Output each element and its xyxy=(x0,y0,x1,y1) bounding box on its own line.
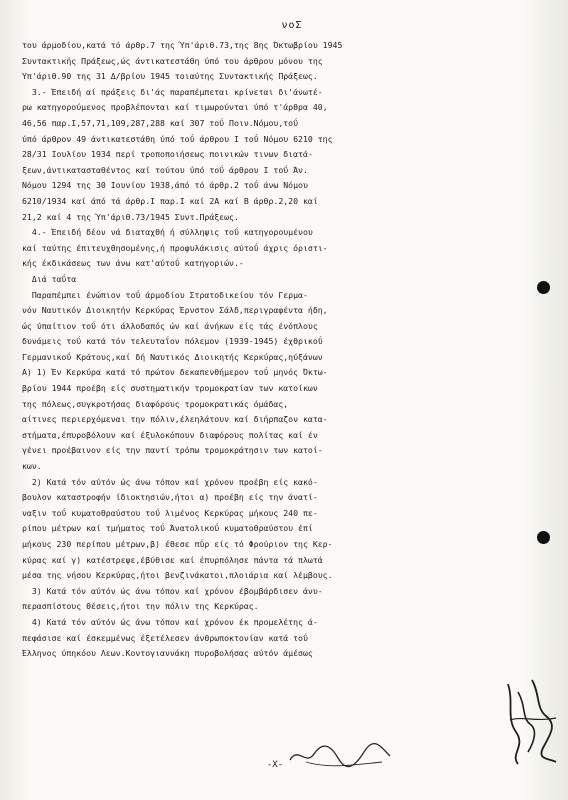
text-line: στήματα,έπυροβόλουν καί έξυλοκόπουν διαφόρους πολίτας καί έν xyxy=(22,429,318,440)
text-line: 4.- Έπειδή δέον νά διαταχθή ή σύλληψις τοΰ κατηγορουμένου xyxy=(22,227,313,238)
text-line: περασπίστους θέσεις,ήτοι την πόλιν της Κερκύρας. xyxy=(22,601,259,612)
text-line: Α) 1) Έν Κερκύρα κατά τό πρώτον δεκαπενθήμερον τοΰ μηνός Όκτω- xyxy=(22,367,328,378)
text-line: βουλον καταστροφήν ίδιοκτησιών,ήτοι α) προέβη είς την άνατί- xyxy=(22,492,318,503)
handwritten-signature-lower xyxy=(286,732,396,772)
text-line: Διά ταΰτα xyxy=(22,273,77,284)
text-line: βρίου 1944 προέβη είς συστηματικήν τρομοκρατίαν των κατοίκων xyxy=(22,383,318,394)
text-line: Συντακτικής Πράξεως,ώς άντικατεστάθη ύπό του άρθρου μόνου της xyxy=(22,55,323,66)
text-line: μέσα της νήσου Κερκύρας,ήτοι βενζινάκατοι,πλοιάρια καί λέμβους. xyxy=(22,570,333,581)
text-line: πεφάσισε καί έσκεμμένως έξετέλεσεν άνθρωποκτονίαν κατά τοΰ xyxy=(22,632,308,643)
text-line: ώς ύπαίτιον τοΰ ότι άλλοδαπός ών καί άνήκων είς τάς ένόπλους xyxy=(22,320,318,331)
text-line: 3.- Έπειδή αί πράξεις δι'άς παραπέμπεται κρίνεται δι'άνωτέ- xyxy=(22,86,323,97)
text-line: ναξιν τοΰ κυματοθραύστου τοΰ λιμένος Κερκύρας μήκους 240 πε- xyxy=(22,507,318,518)
text-line: κύρας καί γ) κατέστρεψε,έβύθισε καί έπυρπόλησε πάντα τά πλωτά xyxy=(22,554,323,565)
text-line: 4) Κατά τόν αύτόν ώς άνω τόπον καί χρόνον έκ προμελέτης ά- xyxy=(22,616,318,627)
text-line: 46,56 παρ.I,57,71,109,287,288 καί 307 τοΰ Ποιν.Νόμου,τοΰ xyxy=(22,117,299,128)
text-line: γένει προέβαινον είς την παντί τρόπω τρομοκράτησιν των κατοί- xyxy=(22,445,323,456)
text-line: Παραπέμπει ένώπιον τοΰ άρμοδίου Στρατοδικείου τόν Γερμα- xyxy=(22,289,308,300)
text-line: 6210/1934 καί άπό τά άρθρ.I παρ.I καί 2Α καί Β άρθρ.2,20 καί xyxy=(22,195,318,206)
footer-mark: -X- xyxy=(266,760,284,770)
text-line: της πόλεως,συγκροτήσας διαφόρους τρομοκρατικάς όμάδας, xyxy=(22,398,289,409)
text-line: ύπό άρθρον 49 άντικατεστάθη ύπό τοΰ άρθρου I τοΰ Νόμου 6210 της xyxy=(22,133,333,144)
text-line: καί ταύτης έπιτευχθησομένης,ή προφυλάκισις αύτοΰ άχρις όριστι- xyxy=(22,242,328,253)
page-number: νοΣ xyxy=(281,20,303,31)
text-line: νόν Ναυτικόν Διοικητήν Κερκύρας Έρνστον Σάλδ,περιγραφέντα ήδη, xyxy=(22,305,328,316)
punch-hole-top xyxy=(537,281,550,294)
text-line: ξεων,άντικατασταθέντος καί τούτου ύπό τοΰ άρθρου I τοΰ Άν. xyxy=(22,164,308,175)
handwritten-signature-margin xyxy=(500,672,562,770)
text-line: του άρμοδίου,κατά τό άρθρ.7 της Ύπ'άριθ.73,της 8ης Όκτωβρίου 1945 xyxy=(22,40,343,50)
text-line: αίτινες περιερχόμεναι την πόλιν,έλεηλάτουν καί διήρπαζον κατα- xyxy=(22,414,328,425)
text-line: 28/31 Ιουλίου 1934 περί τροποποιήσεως ποινικών τινων διατά- xyxy=(22,149,313,160)
text-line: κής έκδικάσεως των άνω κατ'αύτοΰ κατηγοριών.- xyxy=(22,258,244,269)
text-line: κων. xyxy=(22,461,42,472)
text-line: δυνάμεις τοΰ κατά τόν τελευταΐον πόλεμον (1939-1945) έχθρικοΰ xyxy=(22,336,323,347)
text-line: ρω κατηγορούμενος προβλέπονται καί τιμωρούνται ύπό τ'άρθρα 40, xyxy=(22,102,328,113)
text-line: Γερμανικοΰ Κράτους,καί δή Ναυτικός Διοικητής Κερκύρας,ηύξάνων xyxy=(22,351,323,362)
text-line: 21,2 καί 4 της Ύπ'άριθ.73/1945 Συντ.Πράξεως. xyxy=(22,211,239,222)
punch-hole-bottom xyxy=(537,531,550,544)
text-line: Έλληνος ύπηκόου Λεων.Κοντογιαννάκη πυροβολήσας αύτόν άμέσως xyxy=(22,648,313,659)
text-line: ρίπου μέτρων καί τμήματος τοΰ Άνατολικοΰ κυματοθραύστου έπί xyxy=(22,523,313,534)
text-line: μήκους 230 περίπου μέτρων,β) έθεσε πΰρ είς τό Φρούριον της Κερ- xyxy=(22,539,333,549)
text-line: 2) Κατά τόν αύτόν ώς άνω τόπον καί χρόνον προέβη είς κακό- xyxy=(22,476,318,487)
document-body xyxy=(22,38,522,662)
text-line: 3) Κατά τόν αύτόν ώς άνω τόπον καί χρόνον έβομβάρδισεν άνυ- xyxy=(22,585,323,596)
text-line: Νόμου 1294 της 30 Ιουνίου 1938,άπό τό άρθρ.2 τοΰ άνω Νόμου xyxy=(22,180,308,191)
text-line: Ύπ'άριθ.90 της 31 Δ/βρίου 1945 τοιαύτης Συντακτικής Πράξεως. xyxy=(22,71,318,82)
